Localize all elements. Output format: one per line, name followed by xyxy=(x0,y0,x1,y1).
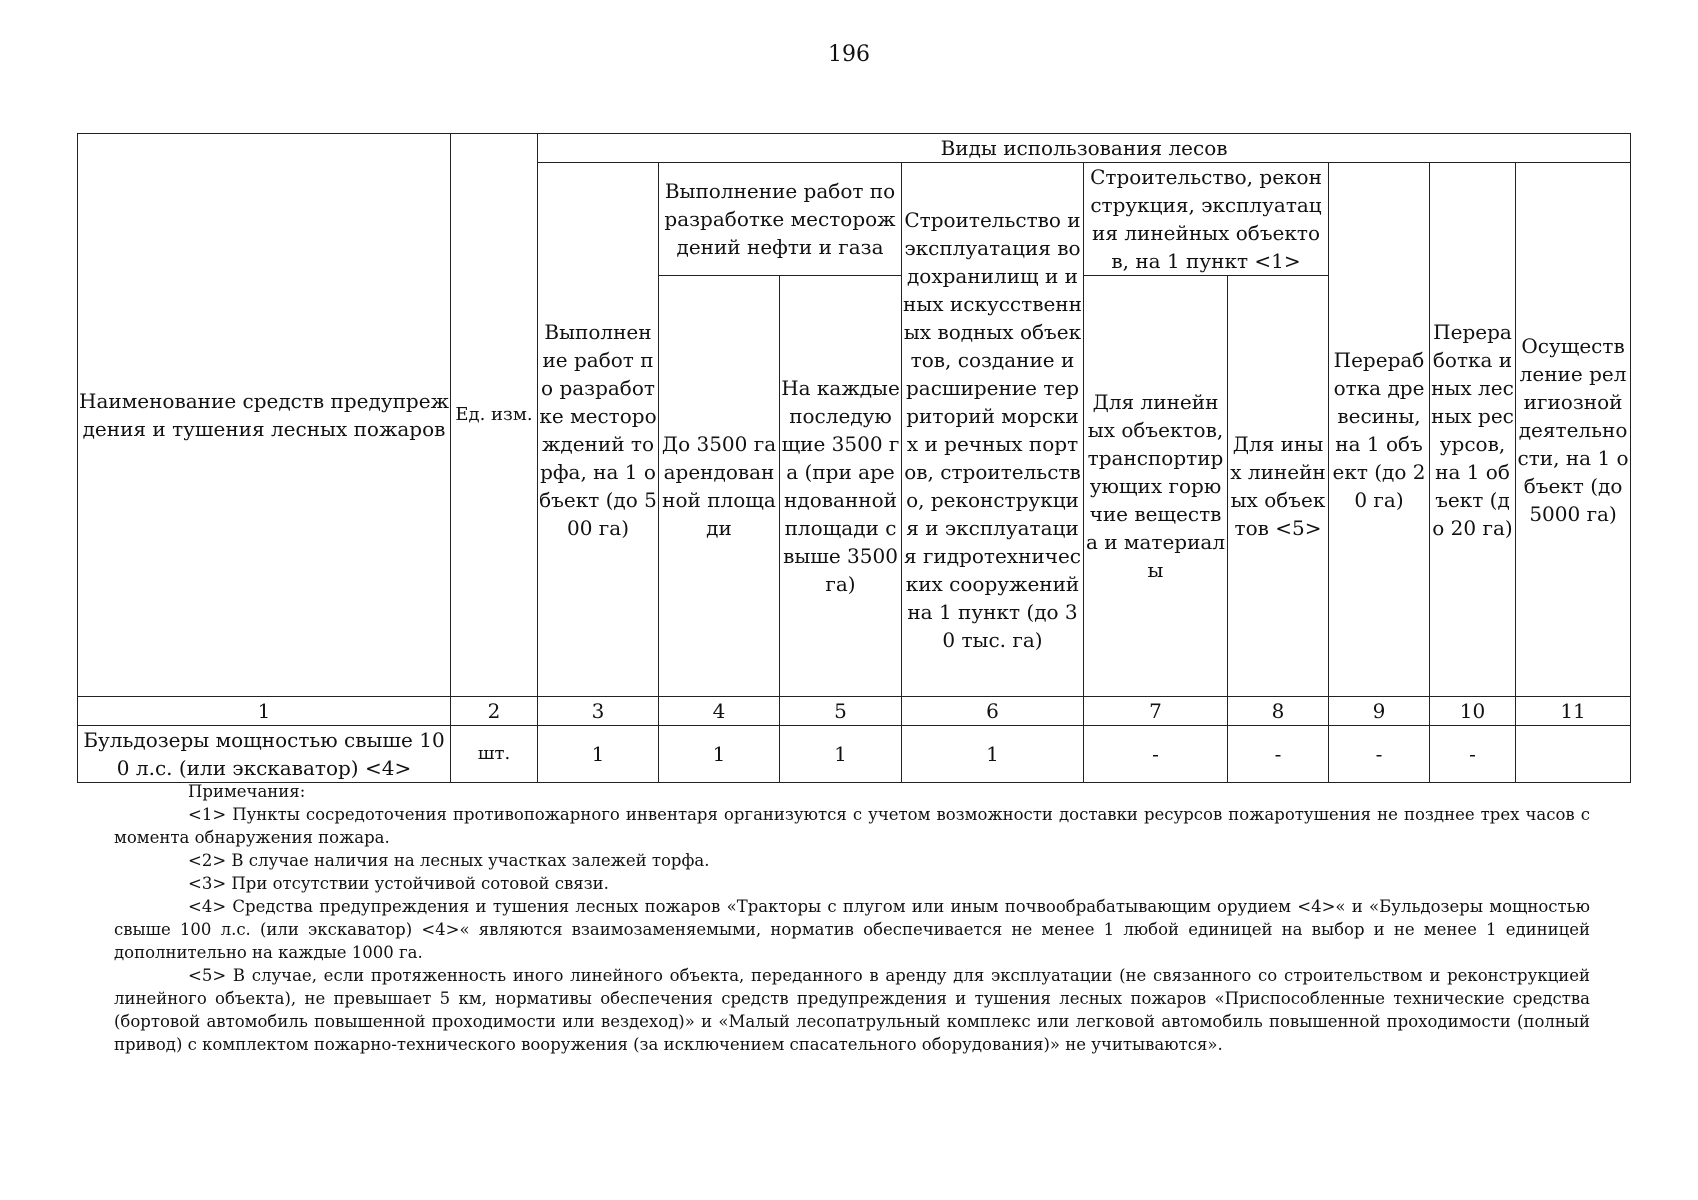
column-number: 10 xyxy=(1430,697,1516,726)
row-value: - xyxy=(1228,726,1329,783)
row-value: 1 xyxy=(538,726,659,783)
header-peat: Выполнение работ по разработке месторождений торфа, на 1 объект (до 500 га) xyxy=(538,163,659,697)
header-linear-other: Для иных линейных объектов <5> xyxy=(1228,276,1329,697)
header-linear-fuel: Для линейных объектов, транспортирующих горючие вещества и материалы xyxy=(1084,276,1228,697)
note-1: <1> Пункты сосредоточения противопожарного инвентаря организуются с учетом возможности доставки ресурсов пожаротушения не позднее трех часов с момента обнаружения пожара. xyxy=(114,805,1590,847)
header-forest-use-group: Виды использования лесов xyxy=(538,134,1631,163)
row-value: 1 xyxy=(780,726,902,783)
column-number: 7 xyxy=(1084,697,1228,726)
header-col-unit: Ед. изм. xyxy=(451,134,538,697)
column-number: 1 xyxy=(78,697,451,726)
notes-title: Примечания: xyxy=(188,782,306,801)
column-number: 6 xyxy=(902,697,1084,726)
row-value: - xyxy=(1430,726,1516,783)
header-reservoirs: Строительство и эксплуатация водохранилищ и иных искусственных водных объектов, создание и расширение территорий морских и речных портов, строительство, реконструкция и эксплуатация гидротехнических сооружений на 1 пункт (до 30 тыс. га) xyxy=(902,163,1084,697)
row-value: - xyxy=(1329,726,1430,783)
column-number: 9 xyxy=(1329,697,1430,726)
column-number: 5 xyxy=(780,697,902,726)
note-5: <5> В случае, если протяженность иного линейного объекта, переданного в аренду для эксплуатации (не связанного со строительством и реконструкцией линейного объекта), не превышает 5 км, нормативы обеспечения средств предупреждения и тушения лесных пожаров «Приспособленные технические средства (бортовой автомобиль повышенной проходимости или вездеход)» и «Малый лесопатрульный комплекс или легковой автомобиль повышенной проходимости (полный привод) с комплектом пожарно-технического вооружения (за исключением спасательного оборудования)» не учитываются». xyxy=(114,966,1590,1054)
header-col-name: Наименование средств предупреждения и тушения лесных пожаров xyxy=(78,134,451,697)
row-value xyxy=(1516,726,1631,783)
header-oil-gas-each: На каждые последующие 3500 га (при арендованной площади свыше 3500 га) xyxy=(780,276,902,697)
row-value: 1 xyxy=(659,726,780,783)
table-row xyxy=(78,726,1631,783)
page-number: 196 xyxy=(828,42,870,67)
header-other-resources: Переработка иных лесных ресурсов, на 1 объект (до 20 га) xyxy=(1430,163,1516,697)
column-number: 4 xyxy=(659,697,780,726)
column-number: 8 xyxy=(1228,697,1329,726)
header-wood-processing: Переработка древесины, на 1 объект (до 20 га) xyxy=(1329,163,1430,697)
header-oil-gas-group: Выполнение работ по разработке месторождений нефти и газа xyxy=(659,163,902,276)
row-name: Бульдозеры мощностью свыше 100 л.с. (или экскаватор) <4> xyxy=(78,726,451,783)
header-oil-gas-upto: До 3500 га арендованной площади xyxy=(659,276,780,697)
header-linear-group: Строительство, реконструкция, эксплуатация линейных объектов, на 1 пункт <1> xyxy=(1084,163,1329,276)
note-2: <2> В случае наличия на лесных участках залежей торфа. xyxy=(188,851,710,870)
note-4: <4> Средства предупреждения и тушения лесных пожаров «Тракторы с плугом или иным почвообрабатывающим орудием <4>« и «Бульдозеры мощностью свыше 100 л.с. (или экскаватор) <4>« являются взаимозаменяемыми, норматив обеспечивается не менее 1 любой единицей на выбор и не менее 1 единицей дополнительно на каждые 1000 га. xyxy=(114,897,1590,962)
column-number: 2 xyxy=(451,697,538,726)
norms-table xyxy=(77,133,1631,783)
column-number: 11 xyxy=(1516,697,1631,726)
header-religion: Осуществление религиозной деятельности, на 1 объект (до 5000 га) xyxy=(1516,163,1631,697)
column-number: 3 xyxy=(538,697,659,726)
note-3: <3> При отсутствии устойчивой сотовой связи. xyxy=(188,874,609,893)
row-value: 1 xyxy=(902,726,1084,783)
notes-section xyxy=(114,780,1590,1056)
header-row-1 xyxy=(78,134,1631,163)
row-value: - xyxy=(1084,726,1228,783)
column-numbers-row xyxy=(78,697,1631,726)
row-unit: шт. xyxy=(451,726,538,783)
